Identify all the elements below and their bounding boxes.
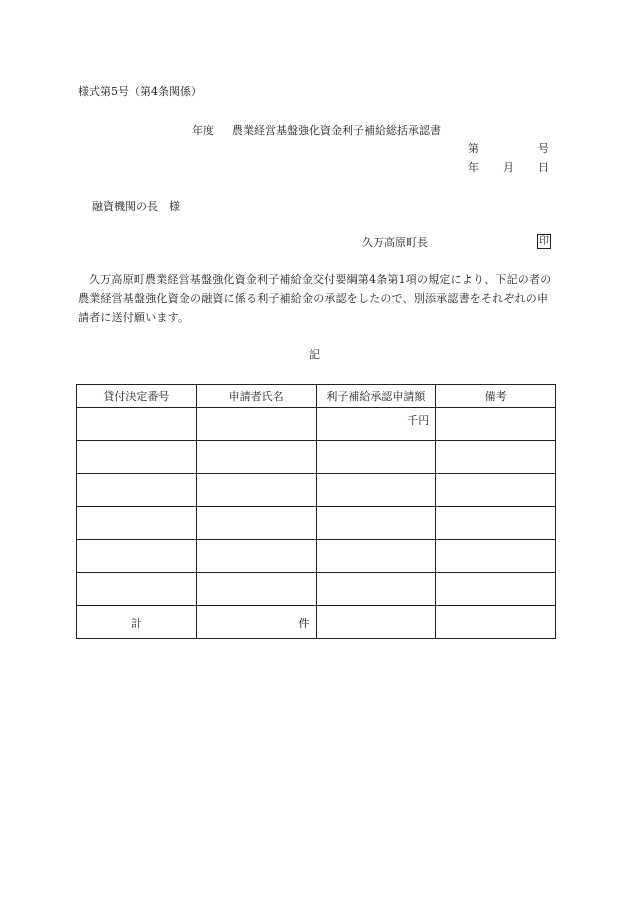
form-number: 様式第5号（第4条関係） — [78, 85, 202, 98]
table-cell[interactable] — [436, 441, 556, 474]
table-cell[interactable] — [196, 408, 316, 441]
seal-mark: 印 — [537, 234, 551, 249]
date-day: 日 — [538, 161, 549, 174]
table-cell[interactable] — [316, 441, 436, 474]
approval-table — [76, 384, 556, 639]
table-cell[interactable] — [316, 408, 436, 441]
table-cell[interactable] — [436, 573, 556, 606]
table-header-row — [77, 385, 556, 408]
table-cell[interactable] — [77, 540, 197, 573]
col-loan-number: 貸付決定番号 — [77, 385, 197, 408]
table-row — [77, 507, 556, 540]
number-suffix: 号 — [538, 142, 549, 155]
col-applicant-name: 申請者氏名 — [196, 385, 316, 408]
unit-label: 千円 — [407, 414, 430, 427]
table-cell[interactable] — [77, 441, 197, 474]
table-row — [77, 540, 556, 573]
table-cell[interactable] — [196, 540, 316, 573]
sender-name: 久万高原町長 — [362, 236, 428, 249]
table-row — [77, 573, 556, 606]
table-cell[interactable] — [77, 408, 197, 441]
table-cell[interactable] — [196, 474, 316, 507]
table-cell[interactable] — [436, 474, 556, 507]
ki-heading: 記 — [309, 348, 320, 361]
col-remarks: 備考 — [436, 385, 556, 408]
table-cell[interactable] — [196, 507, 316, 540]
date-month: 月 — [503, 161, 514, 174]
count-unit: 件 — [298, 617, 310, 630]
table-cell[interactable] — [77, 507, 197, 540]
total-count-cell[interactable] — [196, 606, 316, 639]
table-cell[interactable] — [436, 408, 556, 441]
total-remarks-cell[interactable] — [436, 606, 556, 639]
table-cell[interactable] — [196, 441, 316, 474]
table-row — [77, 408, 556, 441]
addressee: 融資機関の長 様 — [92, 200, 180, 213]
number-prefix: 第 — [468, 142, 479, 155]
table-cell[interactable] — [196, 573, 316, 606]
title-year: 年度 — [192, 124, 214, 137]
table-cell[interactable] — [436, 540, 556, 573]
table-cell[interactable] — [316, 474, 436, 507]
table-cell[interactable] — [316, 540, 436, 573]
table-cell[interactable] — [436, 507, 556, 540]
total-amount-cell[interactable] — [316, 606, 436, 639]
title-main: 農業経営基盤強化資金利子補給総括承認書 — [232, 124, 441, 137]
table-cell[interactable] — [316, 573, 436, 606]
total-label-cell — [77, 606, 197, 639]
document-title — [192, 125, 441, 136]
table-cell[interactable] — [77, 474, 197, 507]
table-cell[interactable] — [316, 507, 436, 540]
table-cell[interactable] — [77, 573, 197, 606]
body-text: 久万高原町農業経営基盤強化資金利子補給金交付要綱第4条第1項の規定により、下記の者の農業経営基盤強化資金の融資に係る利子補給金の承認をしたので、別添承認書をそれぞれの申請者に送付願います。 — [78, 273, 552, 324]
total-row — [77, 606, 556, 639]
date-year: 年 — [468, 161, 479, 174]
table-row — [77, 474, 556, 507]
col-subsidy-amount: 利子補給承認申請額 — [316, 385, 436, 408]
table-row — [77, 441, 556, 474]
total-label: 計 — [130, 617, 142, 630]
